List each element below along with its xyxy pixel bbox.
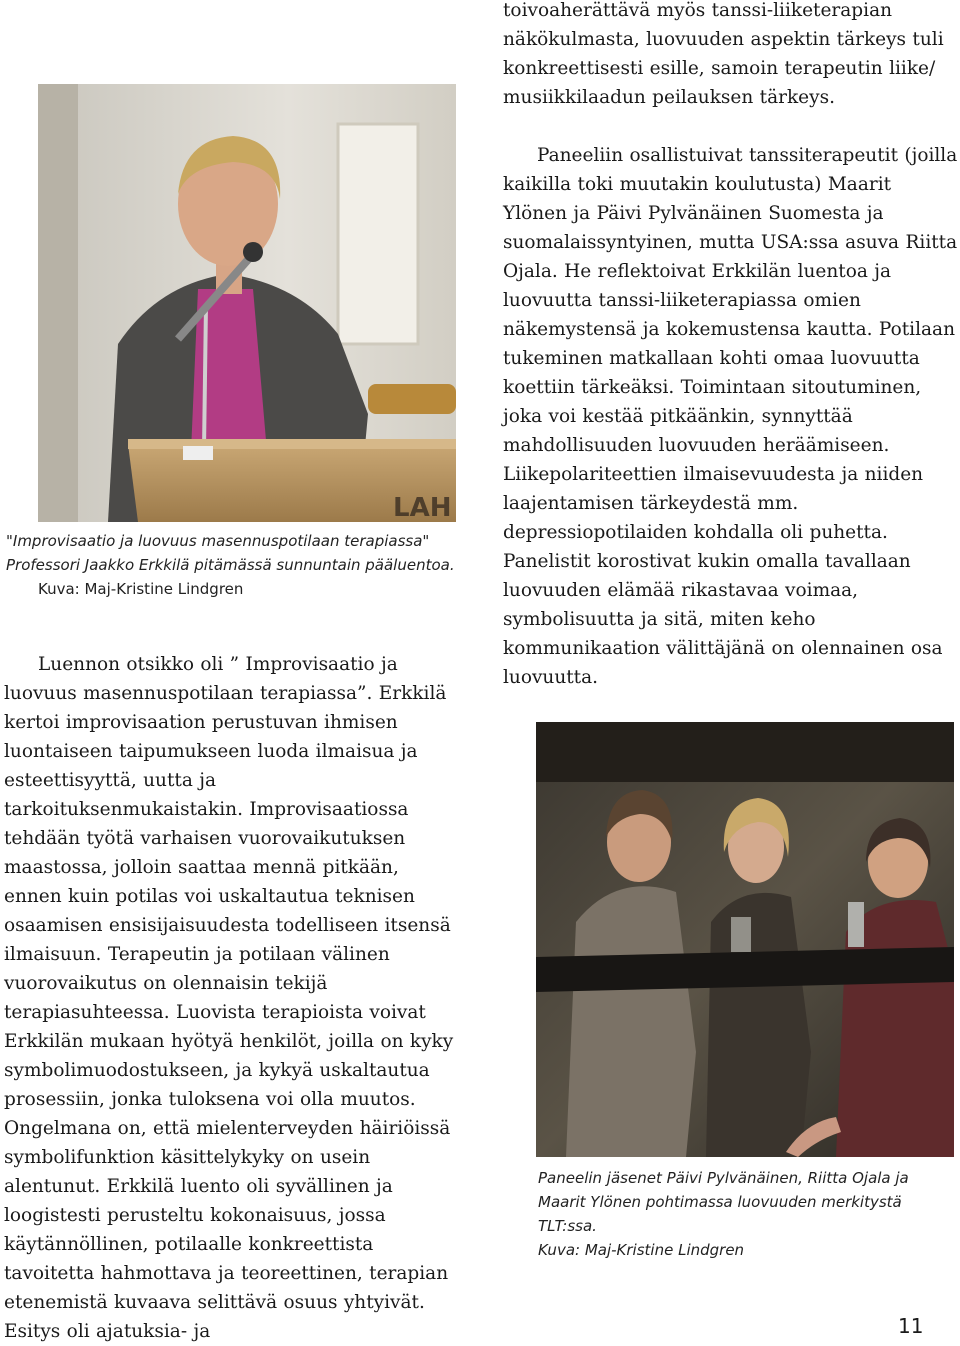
photo-credit: Kuva: Maj-Kristine Lindgren (38, 580, 244, 598)
panel-paragraph-text: Paneeliin osallistuivat tanssiterapeutit (joilla kaikilla toki muutakin koulutusta) Maarit Ylönen ja Päivi Pylvänäinen Suomesta ja suomalaissyntyinen, mutta USA:ssa asuva Riitta Ojala. He reflektoivat Erkkilän luentoa ja luovuutta tanssi-liiketerapiassa omien näkemystensä ja kokemustensa kautta. Potilaan tukeminen matkallaan kohti omaa luovuutta koettiin tärkeäksi. Toimintaan sitoutuminen, joka voi kestää pitkäänkin, synnyttää mahdollisuuden luovuuden heräämiseen. Liikepolariteettien ilmaisevuudesta ja niiden laajentamisen tärkeydestä mm. depressiopotilaiden kohdalla oli puhetta. Panelistit korostivat kukin omalla tavallaan luovuuden elämää rikastavaa voimaa, symbolisuutta ja sitä, miten keho kommunikaation välittäjänä on olennainen osa luovuutta. (503, 145, 958, 688)
lecture-paragraph (4, 650, 454, 1346)
svg-text:LAH: LAH (393, 493, 452, 522)
panel-photo-caption (538, 1166, 948, 1262)
panel-photo (536, 722, 954, 1157)
lecture-paragraph-text: Luennon otsikko oli ” Improvisaatio ja luovuus masennuspotilaan terapiassa”. Erkkilä kertoi improvisaation perustuvan ihmisen luontaiseen taipumukseen luoda ilmaisua ja esteettisyyttä, uutta ja tarkoituksenmukaistakin. Improvisaatiossa tehdään työtä varhaisen vuorovaikutuksen maastossa, jolloin saattaa mennä pitkään, ennen kuin potilas voi uskaltautua teknisen osaamisen ensisijaisuudesta todelliseen itsensä ilmaisuun. Terapeutin ja potilaan välinen vuorovaikutus on olennaisin tekijä terapiasuhteessa. Luovista terapioista voivat Erkkilän mukaan hyötyä henkilöt, joilla on kyky symbolimuodostukseen, ja kykyä uskaltautua prosessiin, jonka tuloksena voi olla muutos. Ongelmana on, että mielenterveyden häiriöissä symbolifunktion käsittelykyky on usein alentunut. Erkkilä luento oli syvällinen ja loogistesti perusteltu kokonaisuus, jossa käytännöllinen, potilaalle konkreettista tavoitetta hahmottava ja teoreettinen, terapian etenemistä kuvaava selittävä osuus yhtyivät. Esitys oli ajatuksia- ja (4, 654, 454, 1342)
page-number: 11 (898, 1314, 924, 1338)
lecturer-photo (38, 84, 456, 522)
lecturer-photo-caption (6, 529, 456, 601)
caption-text: Paneelin jäsenet Päivi Pylvänäinen, Riitta Ojala ja Maarit Ylönen pohtimassa luovuuden merkitystä TLT:ssa. (538, 1169, 909, 1235)
intro-paragraph: toivoaherättävä myös tanssi-liiketerapian näkökulmasta, luovuuden aspektin tärkeys tuli konkreettisesti esille, samoin terapeutin liike/ musiikkilaadun peilauksen tärkeys. (503, 0, 944, 108)
photo-credit: Kuva: Maj-Kristine Lindgren (538, 1241, 745, 1259)
panel-paragraph (503, 141, 960, 692)
caption-text: "Improvisaatio ja luovuus masennuspotilaan terapiassa" Professori Jaakko Erkkilä pitämässä sunnuntain pääluentoa. (6, 532, 455, 574)
